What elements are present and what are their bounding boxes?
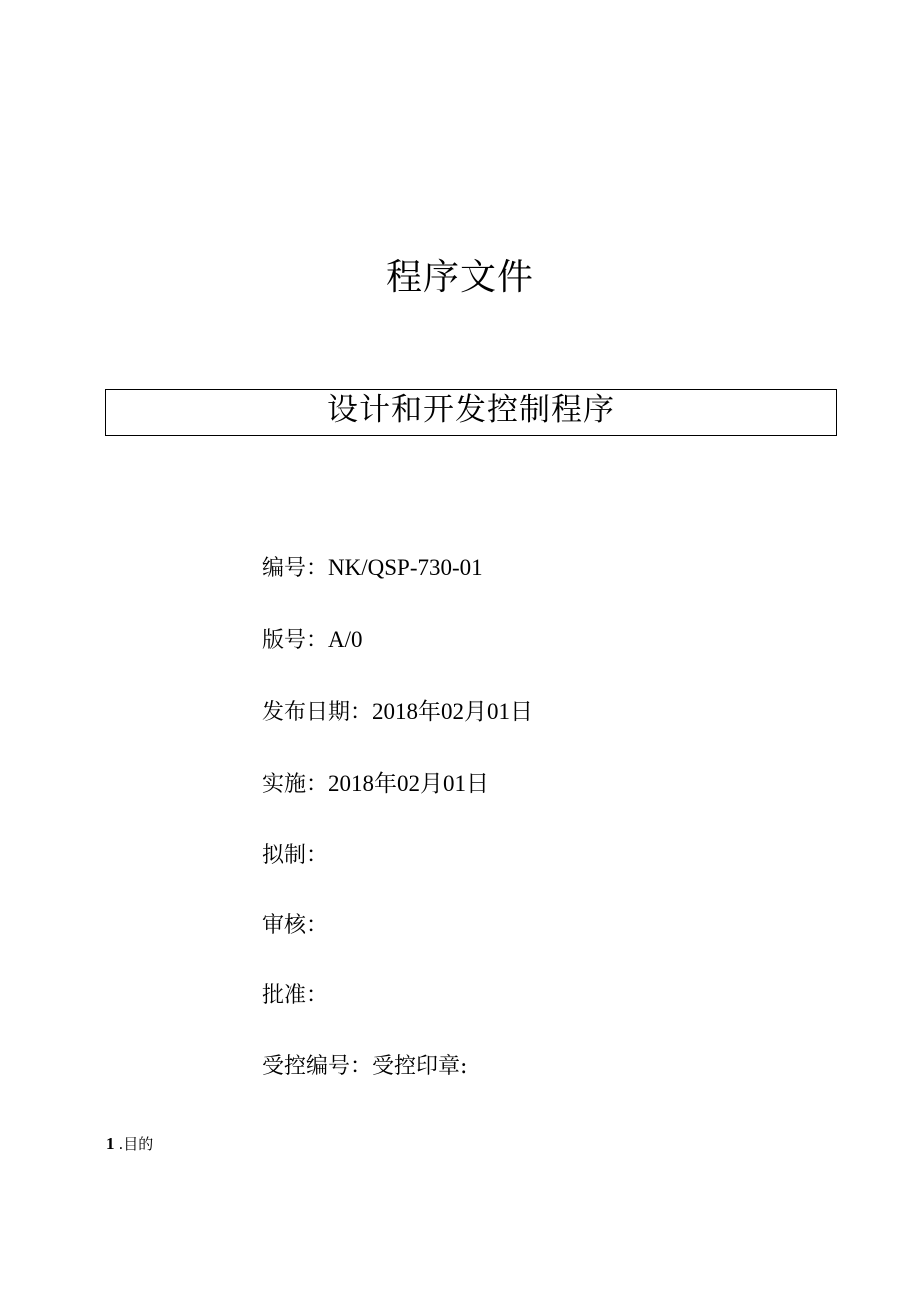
document-title: 设计和开发控制程序 bbox=[327, 391, 615, 428]
document-number-line bbox=[262, 553, 483, 584]
reviewed-by-line: 审核： bbox=[262, 913, 329, 938]
controlled-copy-line: 受控编号：受控印章: bbox=[262, 1054, 468, 1079]
version-line bbox=[262, 625, 363, 656]
implementation-date-label: 实施： bbox=[262, 772, 329, 797]
section-number: 1 bbox=[106, 1134, 115, 1153]
document-title-box bbox=[105, 389, 837, 436]
document-number-label: 编号： bbox=[262, 556, 329, 581]
version-value: A/0 bbox=[328, 627, 363, 652]
section-heading-purpose bbox=[106, 1130, 153, 1159]
approved-by-line: 批准： bbox=[262, 983, 329, 1008]
document-number-value: NK/QSP-730-01 bbox=[328, 555, 483, 580]
drafted-by-line: 拟制： bbox=[262, 843, 329, 868]
version-label: 版号： bbox=[262, 628, 329, 653]
implementation-date-value: 2018年02月01日 bbox=[328, 771, 490, 796]
release-date-value: 2018年02月01日 bbox=[372, 699, 534, 724]
implementation-date-line bbox=[262, 769, 489, 800]
section-title: .目的 bbox=[118, 1135, 154, 1153]
release-date-line bbox=[262, 697, 533, 728]
document-type-heading: 程序文件 bbox=[385, 257, 534, 298]
release-date-label: 发布日期： bbox=[262, 700, 373, 725]
